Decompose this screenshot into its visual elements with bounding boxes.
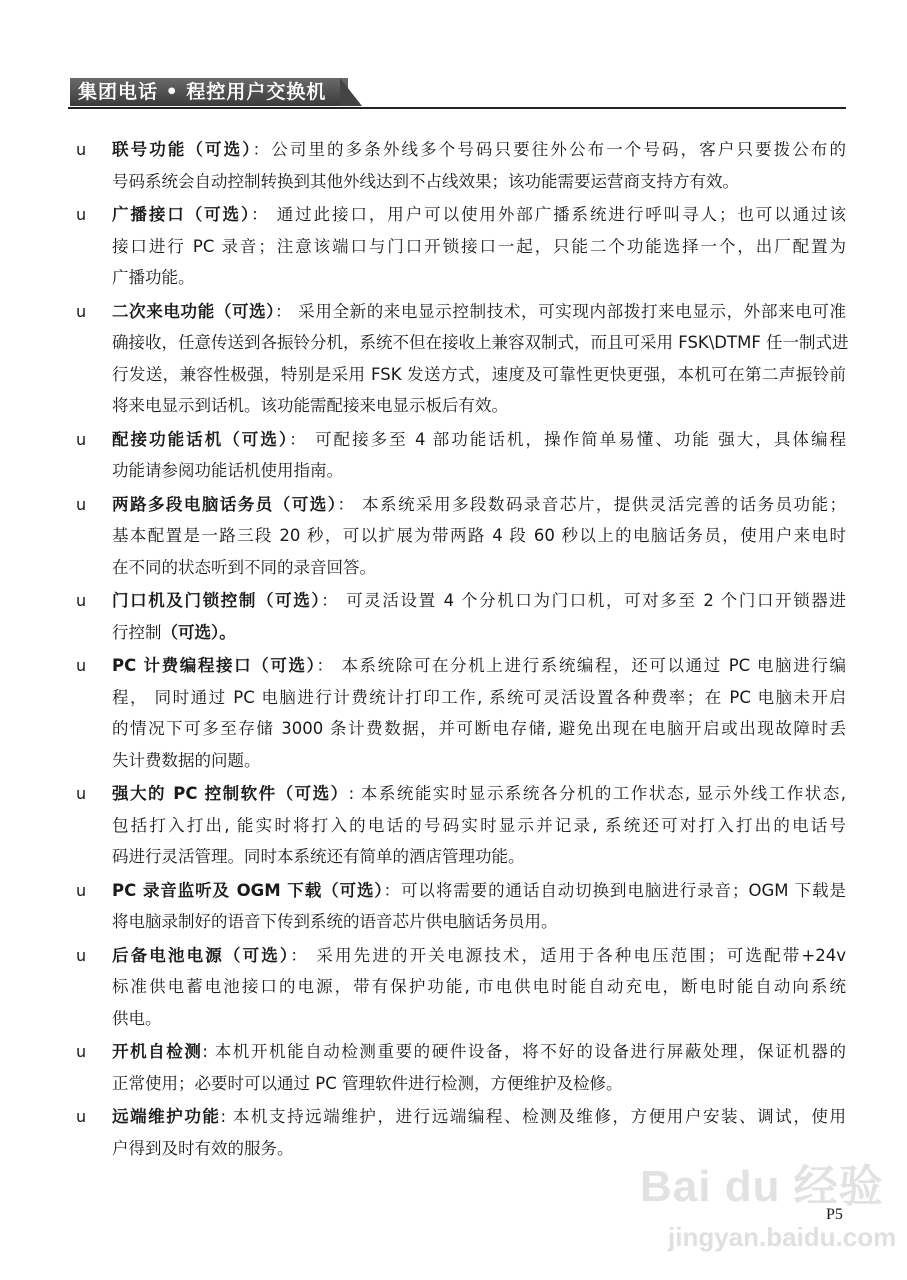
feature-line [112,940,846,972]
feature-text: 将来电显示到话机。该功能需配接来电显示板后有效。 [112,396,508,415]
feature-text: ： 可灵活设置 4 个分机口为门口机，可对多至 2 个门口开锁器进 [321,591,846,610]
feature-line [112,810,846,842]
feature-item [76,778,846,873]
feature-line [112,231,846,263]
feature-line [112,327,849,359]
feature-label: 二次来电功能（可选） [112,301,276,321]
feature-line [112,390,846,422]
feature-text: 包括打入打出, 能实时将打入的电话的号码实时显示并记录, 系统还可对打入打出的电话号 [112,815,846,835]
feature-text: ： 采用先进的开关电源技术，适用于各种电压范围；可选配带+24v [290,945,846,965]
feature-text: 行控制 [112,622,162,642]
feature-line [112,778,846,810]
feature-line [112,682,846,714]
feature-text: 行发送，兼容性极强，特别是采用 FSK 发送方式，速度及可靠性更快更强，本机可在第二声振铃前 [112,364,846,384]
section-header-title: 集团电话 • 程控用户交换机 [70,78,348,106]
feature-label: PC 计费编程接口（可选） [112,656,317,675]
feature-tail-bold: （可选）。 [161,622,236,642]
bullet-icon: u [76,1042,87,1061]
feature-line [112,1003,846,1035]
feature-text: 供电。 [112,1008,162,1028]
feature-line [112,713,846,745]
feature-label: 开机自检测 [112,1042,203,1061]
feature-text: 失计费数据的问题。 [112,750,261,770]
feature-list [76,134,849,1166]
feature-label: 远端维护功能 [112,1107,221,1126]
feature-text: 确接收，任意传送到各振铃分机，系统不但在接收上兼容双制式，而且可采用 FSK\DTMF 任一制式进 [112,333,849,352]
feature-line [112,585,846,617]
feature-label: 后备电池电源（可选） [112,945,291,965]
feature-line [112,262,846,294]
bullet-icon: u [76,1107,87,1126]
feature-text: 将电脑录制好的语音下传到系统的语音芯片供电脑话务员用。 [112,912,558,931]
feature-line [112,489,846,521]
feature-text: ： 采用全新的来电显示控制技术，可实现内部拨打来电显示，外部来电可准 [275,301,847,321]
feature-text: 号码系统会自动控制转换到其他外线达到不占线效果；该功能需要运营商支持方有效。 [112,171,739,191]
feature-text: 基本配置是一路三段 20 秒，可以扩展为带两路 4 段 60 秒以上的电脑话务员，使用户来电时 [112,526,846,545]
feature-line [112,199,846,231]
feature-label: 两路多段电脑话务员（可选） [112,494,338,514]
bullet-icon: u [76,945,87,965]
feature-text: 的情况下可多至存储 3000 条计费数据，并可断电存储, 避免出现在电脑开启或出现故障时丢 [112,719,846,738]
feature-text: : 本机开机能自动检测重要的硬件设备，将不好的设备进行屏蔽处理，保证机器的 [202,1042,846,1061]
feature-line [112,906,846,938]
feature-label: 联号功能（可选） [112,140,253,159]
feature-text: ： 本系统除可在分机上进行系统编程，还可以通过 PC 电脑进行编 [316,656,846,675]
feature-item [76,424,846,487]
bullet-icon: u [76,784,87,803]
bullet-icon: u [76,429,87,449]
feature-item [76,199,846,294]
feature-line [112,455,846,487]
page-number: P5 [826,1206,843,1223]
baidu-watermark-logo: Bai du 经验 [640,1162,884,1211]
feature-item [76,489,846,584]
bullet-icon: u [76,494,87,514]
feature-text: ： 本系统采用多段数码录音芯片，提供灵活完善的话务员功能； [337,494,846,514]
feature-text: 功能请参阅功能话机使用指南。 [112,461,343,480]
feature-item [76,875,846,938]
feature-label: 配接功能话机（可选） [112,429,290,449]
feature-text: 户得到及时有效的服务。 [112,1138,294,1158]
feature-text: 码进行灵活管理。同时本系统还有简单的酒店管理功能。 [112,847,525,866]
bullet-icon: u [76,656,87,675]
feature-line [112,745,846,777]
feature-line [112,617,846,649]
feature-label: 广播接口（可选） [112,205,252,224]
feature-line [112,424,846,456]
feature-text: 广播功能。 [112,268,195,287]
feature-line [112,134,846,166]
feature-text: : 本系统能实时显示系统各分机的工作状态, 显示外线工作状态, [348,784,846,803]
bullet-icon: u [76,880,87,900]
feature-item [76,585,846,648]
feature-line [112,841,846,873]
feature-line [112,875,846,907]
bullet-icon: u [76,301,87,321]
feature-line [112,359,846,391]
feature-item [76,1036,846,1099]
feature-line [112,166,846,198]
feature-text: 在不同的状态听到不同的录音回答。 [112,557,376,577]
feature-item [76,296,849,422]
feature-line [112,552,846,584]
feature-line [112,520,846,552]
bullet-icon: u [76,140,87,159]
feature-text: : 本机支持远端维护，进行远端编程、检测及维修，方便用户安装、调试，使用 [220,1107,846,1126]
feature-line [112,1101,846,1133]
feature-line [112,1068,846,1100]
feature-text: ： 通过此接口，用户可以使用外部广播系统进行呼叫寻人；也可以通过该 [251,205,847,224]
feature-line [112,296,846,328]
feature-text: 正常使用；必要时可以通过 PC 管理软件进行检测，方便维护及检修。 [112,1073,623,1093]
header-divider [68,107,846,109]
feature-text: ：公司里的多条外线多个号码只要往外公布一个号码，客户只要拨公布的 [252,140,847,159]
feature-label: 门口机及门锁控制（可选） [112,591,322,610]
feature-label: PC 录音监听及 OGM 下载（可选） [112,880,384,900]
bullet-icon: u [76,591,87,610]
feature-line [112,1036,846,1068]
feature-text: 程， 同时通过 PC 电脑进行计费统计打印工作, 系统可灵活设置各种费率；在 PC 电脑未开启 [112,687,846,707]
baidu-watermark-url: jingyan.baidu.com [668,1222,897,1252]
feature-item [76,650,846,776]
bullet-icon: u [76,205,87,224]
feature-label: 强大的 PC 控制软件（可选） [112,784,349,803]
header-tab-slope [340,78,362,106]
feature-text: ： 可配接多至 4 部功能话机，操作简单易懂、功能 强大，具体编程 [289,429,846,449]
feature-text: ：可以将需要的通话自动切换到电脑进行录音；OGM 下载是 [383,880,846,900]
feature-item [76,940,846,1035]
feature-line [112,971,846,1003]
feature-text: 标准供电蓄电池接口的电源，带有保护功能, 市电供电时能自动充电，断电时能自动向系统 [112,977,846,996]
feature-item [76,134,846,197]
feature-text: 接口进行 PC 录音；注意该端口与门口开锁接口一起，只能二个功能选择一个，出厂配置为 [112,236,846,256]
feature-line [112,650,846,682]
